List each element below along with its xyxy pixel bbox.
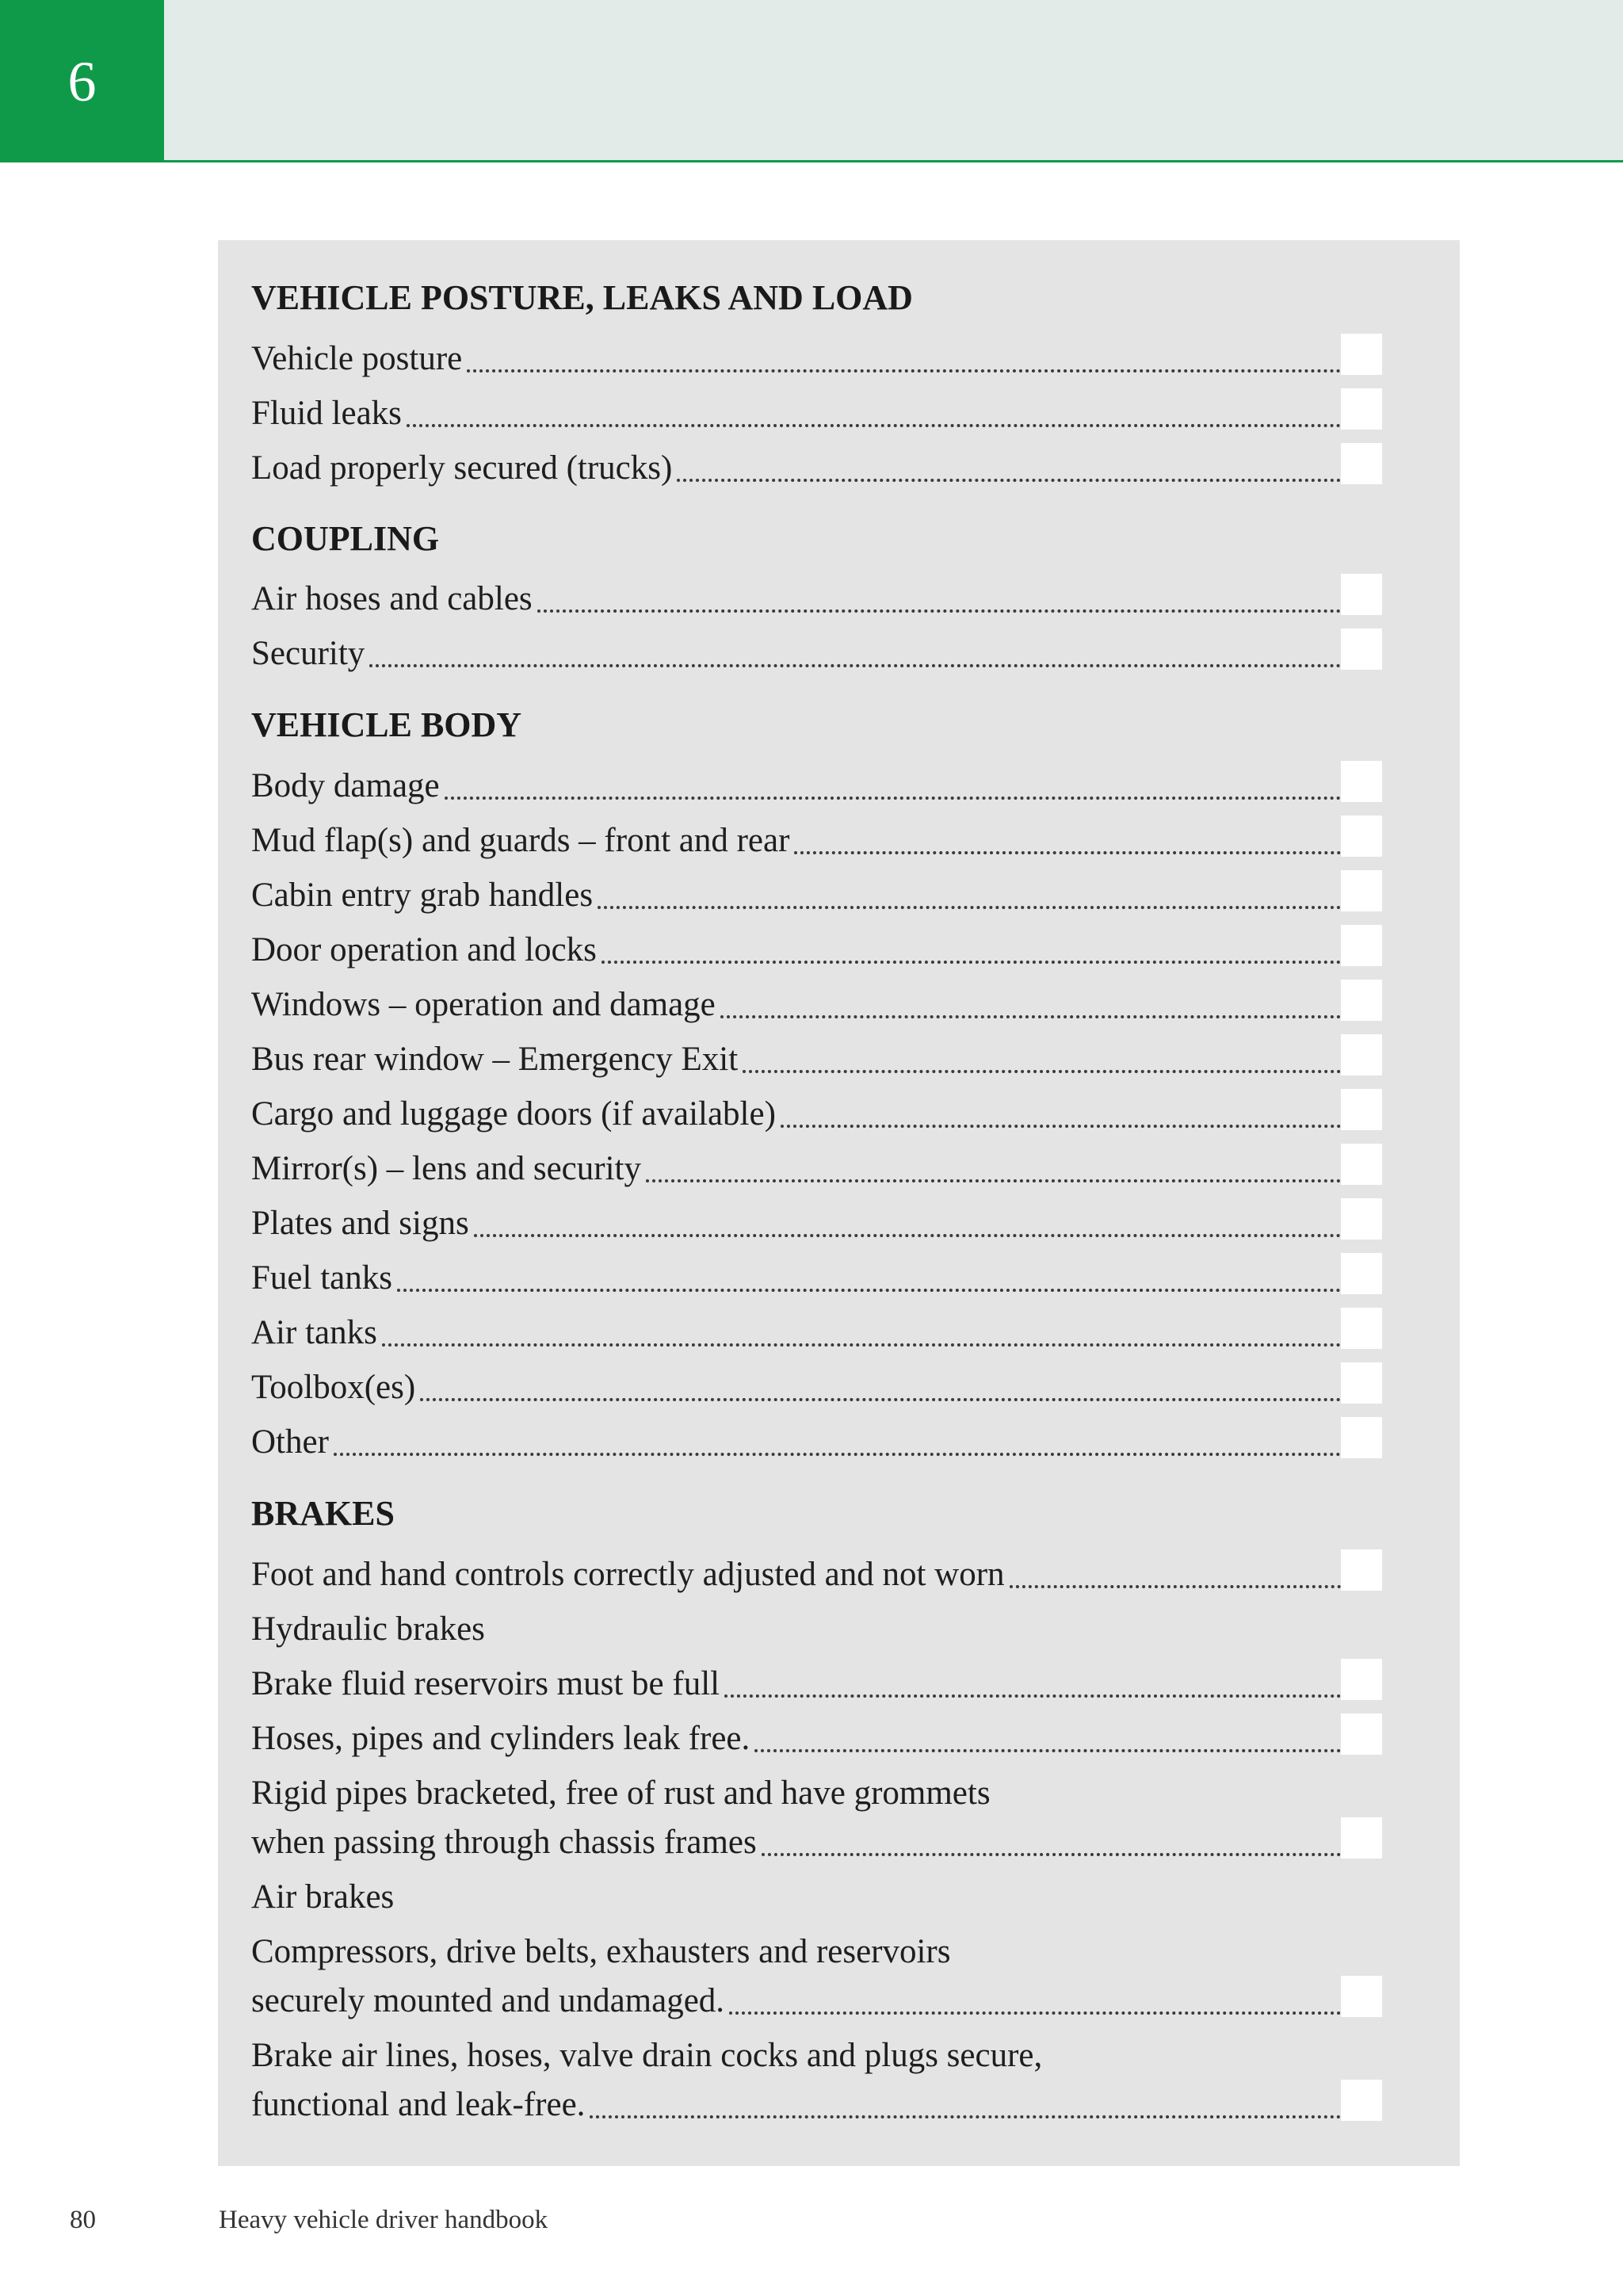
checkbox[interactable] [1341,925,1382,966]
checklist-item [251,1026,1373,1080]
item-label: Plates and signs [251,1205,469,1242]
dot-leader [729,2011,1373,2015]
dot-leader [754,1749,1373,1752]
checklist-item-line1 [251,2022,1373,2076]
dot-leader [334,1453,1373,1456]
checkbox[interactable] [1341,870,1382,911]
section-title-coupling: COUPLING [251,519,440,558]
checklist-item-line1 [251,1918,1373,1973]
checklist-panel [218,240,1460,2166]
subheading-hydraulic-brakes [251,1595,1373,1650]
dot-leader [743,1070,1373,1073]
item-label: securely mounted and undamaged. [251,1982,725,2019]
item-label: Door operation and locks [251,931,597,968]
item-label: Toolbox(es) [251,1369,416,1406]
checklist-item [251,1541,1373,1595]
page-number: 80 [70,2206,96,2234]
item-label: functional and leak-free. [251,2086,586,2123]
item-label: Air tanks [251,1314,377,1351]
dot-leader [590,2115,1373,2118]
item-label: Fuel tanks [251,1259,392,1297]
checkbox[interactable] [1341,761,1382,802]
item-label: Body damage [251,767,440,804]
subheading-air-brakes [251,1863,1373,1918]
item-label: Fluid leaks [251,395,402,432]
dot-leader [369,664,1373,667]
checklist-item [251,565,1373,620]
checkbox[interactable] [1341,1308,1382,1349]
checkbox[interactable] [1341,443,1382,484]
checklist-item [251,1650,1373,1705]
checkbox[interactable] [1341,574,1382,615]
checkbox[interactable] [1341,1034,1382,1075]
checklist-item [251,1299,1373,1354]
dot-leader [1010,1585,1373,1588]
item-label: Compressors, drive belts, exhausters and reservoirs [251,1933,951,1970]
checklist-item [251,807,1373,861]
checkbox[interactable] [1341,816,1382,857]
dot-leader [601,961,1373,964]
item-label: when passing through chassis frames [251,1824,757,1861]
checkbox[interactable] [1341,388,1382,430]
checkbox[interactable] [1341,1198,1382,1240]
section-title-brakes: BRAKES [251,1494,395,1533]
dot-leader [397,1289,1373,1292]
dot-leader [445,797,1373,800]
item-label: Foot and hand controls correctly adjusted and not worn [251,1556,1005,1593]
item-label: Brake air lines, hoses, valve drain cocks and plugs secure, [251,2037,1043,2074]
dot-leader [646,1179,1373,1182]
checklist-item [251,325,1373,380]
item-label: Air hoses and cables [251,580,533,617]
item-label: Mud flap(s) and guards – front and rear [251,822,790,859]
checklist-item [251,916,1373,971]
checklist-item [251,1705,1373,1759]
item-label: Load properly secured (trucks) [251,449,673,487]
checklist-item [251,971,1373,1026]
item-label: Security [251,635,365,672]
checklist-item [251,1809,1373,1863]
checklist-item [251,1967,1373,2022]
dot-leader [677,479,1373,482]
dot-leader [720,1015,1373,1018]
dot-leader [781,1125,1373,1128]
checkbox[interactable] [1341,1549,1382,1591]
dot-leader [724,1694,1373,1698]
dot-leader [467,369,1373,372]
item-label: Brake fluid reservoirs must be full [251,1665,720,1702]
checklist-item [251,2071,1373,2126]
subheading-label: Air brakes [251,1878,395,1916]
checkbox[interactable] [1341,334,1382,375]
running-footer-title: Heavy vehicle driver handbook [219,2206,548,2234]
checklist-item [251,752,1373,807]
checklist-item [251,434,1373,489]
checklist-item [251,1135,1373,1190]
checkbox[interactable] [1341,2080,1382,2121]
item-label: Mirror(s) – lens and security [251,1150,641,1187]
item-label: Hoses, pipes and cylinders leak free. [251,1720,750,1757]
dot-leader [598,906,1373,909]
item-label: Other [251,1423,329,1461]
checklist-item [251,1080,1373,1135]
checkbox[interactable] [1341,1089,1382,1130]
item-label: Windows – operation and damage [251,986,716,1023]
checkbox[interactable] [1341,1362,1382,1404]
chapter-header-bar [0,0,1623,162]
item-label: Cargo and luggage doors (if available) [251,1095,776,1133]
dot-leader [382,1343,1373,1347]
checkbox[interactable] [1341,1976,1382,2017]
item-label: Cabin entry grab handles [251,877,594,914]
checklist-item [251,1408,1373,1463]
checklist-item [251,861,1373,916]
item-label: Rigid pipes bracketed, free of rust and have grommets [251,1775,991,1812]
checkbox[interactable] [1341,628,1382,670]
dot-leader [762,1853,1373,1856]
chapter-number: 6 [0,0,164,162]
checklist-item [251,620,1373,674]
checkbox[interactable] [1341,1253,1382,1294]
checkbox[interactable] [1341,980,1382,1021]
dot-leader [474,1234,1373,1237]
dot-leader [407,424,1373,427]
checkbox[interactable] [1341,1817,1382,1859]
item-label: Vehicle posture [251,340,463,377]
dot-leader [420,1398,1373,1401]
section-title-vehicle-body: VEHICLE BODY [251,705,522,744]
subheading-label: Hydraulic brakes [251,1610,485,1648]
checkbox[interactable] [1341,1417,1382,1458]
item-label: Bus rear window – Emergency Exit [251,1041,739,1078]
checklist-item [251,1244,1373,1299]
checklist-item-line1 [251,1759,1373,1814]
dot-leader [537,609,1373,613]
dot-leader [794,851,1373,854]
checkbox[interactable] [1341,1713,1382,1755]
checkbox[interactable] [1341,1144,1382,1185]
section-title-posture: VEHICLE POSTURE, LEAKS AND LOAD [251,278,913,317]
checklist-item [251,380,1373,434]
checkbox[interactable] [1341,1659,1382,1700]
checklist-item [251,1354,1373,1408]
checklist-item [251,1190,1373,1244]
